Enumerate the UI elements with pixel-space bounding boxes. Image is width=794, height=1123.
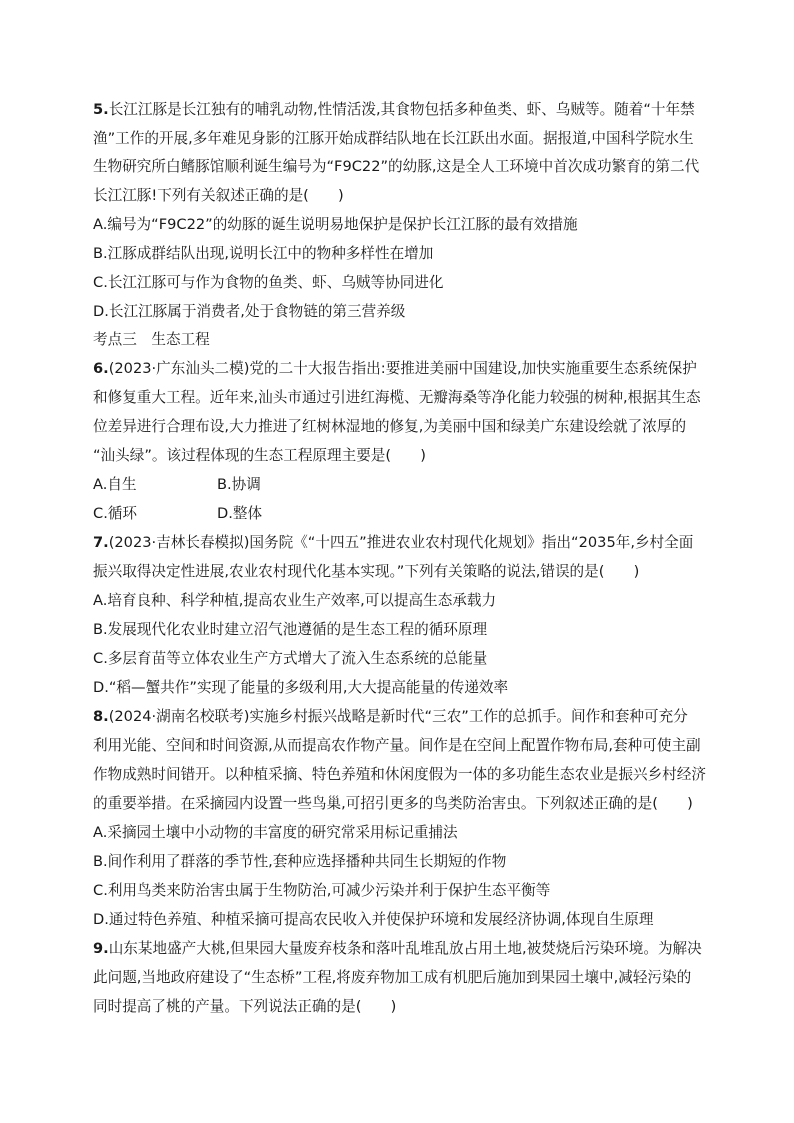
q5-number: 5. [93,101,109,118]
q6-option-d: D.整体 [217,505,263,522]
q5-option-b: B.江豚成群结队出现,说明长江中的物种多样性在增加 [93,245,434,262]
q6-option-a: A.自生 [93,476,137,493]
q5-stem-line-1: 5.长江江豚是长江独有的哺乳动物,性情活泼,其食物包括多种鱼类、虾、乌贼等。随着“十年禁 [93,101,695,118]
q8-stem-line-2: 利用光能、空间和时间资源,从而提高农作物产量。间作是在空间上配置作物布局,套种可使主副 [93,737,701,754]
q8-number: 8. [93,708,109,725]
q7-stem-line-2: 振兴取得决定性进展,农业农村现代化基本实现。”下列有关策略的说法,错误的是( ) [93,563,640,580]
q5-option-d: D.长江江豚属于消费者,处于食物链的第三营养级 [93,303,406,320]
q7-number: 7. [93,534,109,551]
q5-stem-line-2: 渔”工作的开展,多年难见身影的江豚开始成群结队地在长江跃出水面。据报道,中国科学院水生 [93,130,694,147]
q8-option-d: D.通过特色养殖、种植采摘可提高农民收入并使保护环境和发展经济协调,体现自生原理 [93,911,654,928]
q6-stem-line-1: 6.(2023·广东汕头二模)党的二十大报告指出:要推进美丽中国建设,加快实施重要生态系统保护 [93,360,697,377]
q7-option-c: C.多层育苗等立体农业生产方式增大了流入生态系统的总能量 [93,650,488,667]
q9-number: 9. [93,940,109,957]
q7-option-b: B.发展现代化农业时建立沼气池遵循的是生态工程的循环原理 [93,621,488,638]
q8-stem-line-3: 作物成熟时间错开。以种植采摘、特色养殖和休闲度假为一体的多功能生态农业是振兴乡村经济 [93,766,706,783]
q6-stem-line-4: “汕头绿”。该过程体现的生态工程原理主要是( ) [93,447,426,464]
q6-number: 6. [93,360,109,377]
q5-option-a: A.编号为“F9C22”的幼豚的诞生说明易地保护是保护长江江豚的最有效措施 [93,216,578,233]
q5-stem-line-4: 长江江豚!下列有关叙述正确的是( ) [93,187,344,204]
q7-option-a: A.培育良种、科学种植,提高农业生产效率,可以提高生态承载力 [93,592,497,609]
q7-option-d: D.“稻—蟹共作”实现了能量的多级利用,大大提高能量的传递效率 [93,679,509,696]
q8-stem-line-4: 的重要举措。在采摘园内设置一些鸟巢,可招引更多的鸟类防治害虫。下列叙述正确的是( ) [93,795,693,812]
q8-option-a: A.采摘园土壤中小动物的丰富度的研究常采用标记重捕法 [93,824,458,841]
q5-stem-line-3: 生物研究所白鳍豚馆顺利诞生编号为“F9C22”的幼豚,这是全人工环境中首次成功繁育的第二代 [93,158,700,175]
q6-stem-line-2: 和修复重大工程。近年来,汕头市通过引进红海榄、无瓣海桑等净化能力较强的树种,根据其生态 [93,389,701,406]
q5-option-c: C.长江江豚可与作为食物的鱼类、虾、乌贼等协同进化 [93,274,444,291]
q8-stem-line-1: 8.(2024·湖南名校联考)实施乡村振兴战略是新时代“三农”工作的总抓手。间作和套种可充分 [93,708,688,725]
q8-option-b: B.间作利用了群落的季节性,套种应选择播种共同生长期短的作物 [93,853,507,870]
section-heading: 考点三 生态工程 [93,331,210,348]
q6-option-c: C.循环 [93,505,138,522]
q7-stem-line-1: 7.(2023·吉林长春模拟)国务院《“十四五”推进农业农村现代化规划》指出“2035年,乡村全面 [93,534,694,551]
q9-stem-line-2: 此问题,当地政府建设了“生态桥”工程,将废弃物加工成有机肥后施加到果园土壤中,减轻污染的 [93,969,692,986]
q6-option-b: B.协调 [217,476,261,493]
q9-stem-line-1: 9.山东某地盛产大桃,但果园大量废弃枝条和落叶乱堆乱放占用土地,被焚烧后污染环境。为解决 [93,940,702,957]
q9-stem-line-3: 同时提高了桃的产量。下列说法正确的是( ) [93,998,397,1015]
q6-stem-line-3: 位差异进行合理布设,大力推进了红树林湿地的修复,为美丽中国和绿美广东建设绘就了浓厚的 [93,418,687,435]
q8-option-c: C.利用鸟类来防治害虫属于生物防治,可减少污染并利于保护生态平衡等 [93,882,551,899]
